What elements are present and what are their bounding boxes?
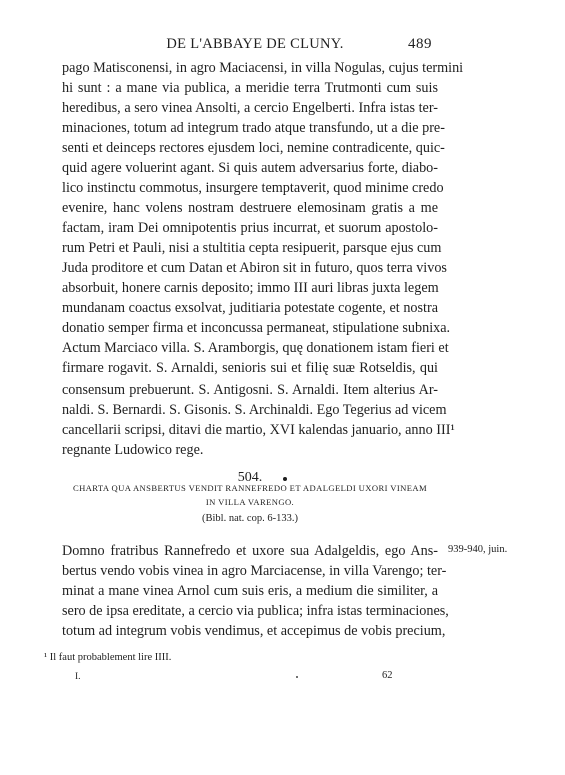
body-line: mundanam coactus exsolvat, juditiaria potestate cogente, et nostra bbox=[62, 300, 438, 316]
charter-number: 504. bbox=[237, 470, 263, 485]
body-line: donatio semper firma et inconcussa permaneat, stipulatione subnixa. bbox=[62, 320, 451, 336]
charter-line: totum ad integrum vobis vendimus, et accepimus de vobis precium, bbox=[62, 623, 446, 639]
charter-title-line: IN VILLA VARENGO. bbox=[205, 497, 295, 507]
body-line: Actum Marciaco villa. S. Aramborgis, quę donationem istam fieri et bbox=[62, 340, 449, 356]
body-line: firmare rogavit. S. Arnaldi, senioris sui et filię suæ Rotseldis, qui bbox=[62, 360, 438, 376]
charter-line: bertus vendo vobis vinea in agro Marciacense, in villa Varengo; ter- bbox=[62, 563, 447, 579]
charter-title-line: CHARTA QUA ANSBERTUS VENDIT RANNEFREDO ET ADALGELDI UXORI VINEAM bbox=[72, 483, 428, 493]
body-line: quid agere voluerint agant. Si quis autem adversarius forte, diabo- bbox=[62, 160, 438, 176]
body-line: regnante Ludowico rege. bbox=[62, 442, 204, 458]
body-line: Juda proditore et cum Datan et Abiron sit in futuro, quos terra vivos bbox=[62, 260, 447, 276]
signature-number: 62 bbox=[382, 670, 393, 681]
body-line: consensum prebuerunt. S. Antigosni. S. Arnaldi. Item alterius Ar- bbox=[62, 382, 438, 398]
charter-line: sero de ipsa ereditate, a cercio via publica; infra istas terminaciones, bbox=[62, 603, 449, 619]
body-line: factam, iram Dei omnipotentis prius incurrat, et suorum apostolo- bbox=[62, 220, 438, 236]
ink-speck bbox=[296, 676, 298, 678]
body-line: pago Matisconensi, in agro Maciacensi, in villa Nogulas, cujus termini bbox=[62, 60, 464, 76]
footnote: ¹ Il faut probablement lire IIII. bbox=[44, 652, 172, 663]
body-line: minaciones, totum ad integrum trado atque transfundo, ut a die pre- bbox=[62, 120, 445, 136]
body-line: rum Petri et Pauli, nisi a stultitia cepta resipuerit, parsque ejus cum bbox=[62, 240, 442, 256]
body-line: lico instinctu commotus, insurgere temptaverit, quod minime credo bbox=[62, 180, 444, 196]
charter-line: Domno fratribus Rannefredo et uxore sua Adalgeldis, ego Ans- bbox=[62, 543, 438, 559]
body-line: naldi. S. Bernardi. S. Gisonis. S. Archinaldi. Ego Tegerius ad vicem bbox=[62, 402, 447, 418]
body-line: evenire, hanc volens nostram destruere elemosinam gratis a me bbox=[62, 200, 438, 216]
source-reference: (Bibl. nat. cop. 6-133.) bbox=[202, 513, 298, 524]
page-number: 489 bbox=[408, 36, 432, 52]
running-title: DE L'ABBAYE DE CLUNY. bbox=[166, 36, 344, 52]
signature-mark: I. bbox=[75, 672, 81, 682]
body-line: cancellarii scripsi, ditavi die martio, XVI kalendas januario, anno III¹ bbox=[62, 422, 455, 438]
margin-date: 939-940, juin. bbox=[448, 544, 508, 555]
body-line: absorbuit, honere carnis deposito; immo III auri libras juxta legem bbox=[62, 280, 439, 296]
body-line: senti et deinceps rectores ejusdem loci, nemine contradicente, quic- bbox=[62, 140, 445, 156]
body-line: heredibus, a sero vinea Ansolti, a cercio Engelberti. Infra istas ter- bbox=[62, 100, 438, 116]
body-line: hi sunt : a mane via publica, a meridie terra Trutmonti cum suis bbox=[62, 80, 438, 96]
charter-line: minat a mane vinea Arnol cum suis eris, a medium die similiter, a bbox=[62, 583, 438, 599]
